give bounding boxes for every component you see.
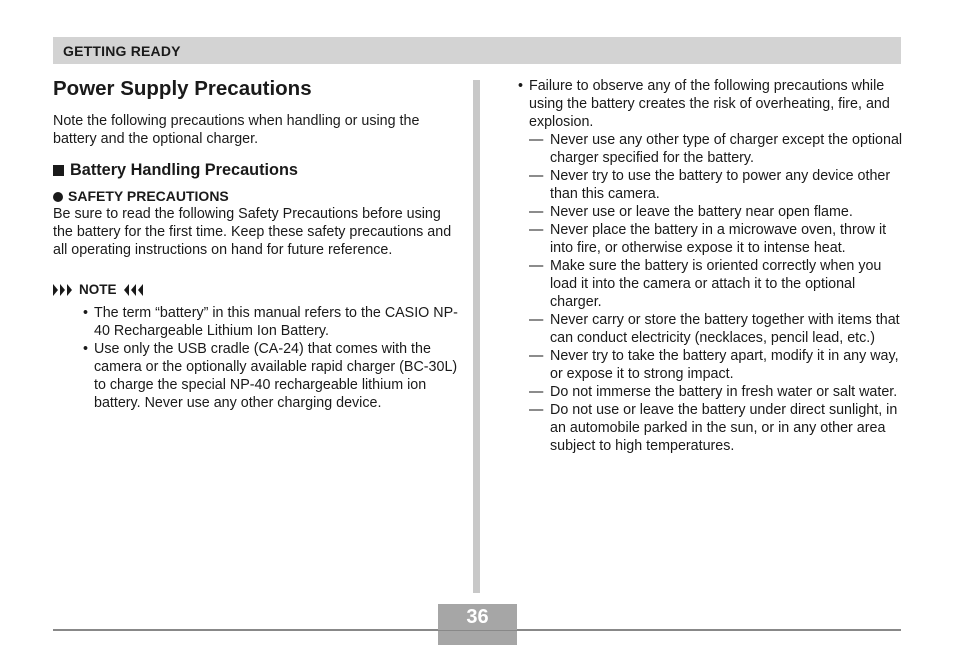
list-item: — Never carry or store the battery together with items that can conduct electricity (necklaces, pencil lead, etc.) xyxy=(529,312,900,346)
precaution-text: Make sure the battery is oriented correctly when you load it into the camera or attach it to the optional charger. xyxy=(550,258,882,310)
note-list xyxy=(83,304,458,412)
page-title: Power Supply Precautions xyxy=(53,77,312,100)
intro-paragraph: Note the following precautions when handling or using the battery and the optional charger. xyxy=(53,113,420,147)
precaution-text: Never carry or store the battery together with items that can conduct electricity (necklaces, pencil lead, etc.) xyxy=(550,312,900,346)
main-bullet-text: Failure to observe any of the following precautions while using the battery creates the risk of overheating, fire, and explosion. xyxy=(529,78,890,130)
note-item-text: Use only the USB cradle (CA-24) that comes with the camera or the optionally available rapid charger (BC-30L) to charge the special NP-40 rechargeable lithium ion battery. Never use any other charging device. xyxy=(94,341,458,411)
circle-bullet-icon xyxy=(53,192,63,202)
precaution-text: Never use any other type of charger except the optional charger specified for the battery. xyxy=(550,132,903,166)
precaution-text: Do not immerse the battery in fresh water or salt water. xyxy=(550,384,898,400)
safety-heading-text: SAFETY PRECAUTIONS xyxy=(68,188,229,204)
square-bullet-icon xyxy=(53,165,64,176)
precaution-text: Do not use or leave the battery under direct sunlight, in an automobile parked in the sun, or in any other area subject to high temperatures. xyxy=(550,402,898,454)
precaution-text: Never try to take the battery apart, modify it in any way, or expose it to strong impact. xyxy=(550,348,899,382)
list-item: — Make sure the battery is oriented correctly when you load it into the camera or attach it to the optional charger. xyxy=(529,258,882,310)
column-divider xyxy=(473,80,480,593)
precaution-text: Never try to use the battery to power any device other than this camera. xyxy=(550,168,891,202)
page-number: 36 xyxy=(466,606,489,628)
section-header-bar xyxy=(53,37,901,64)
note-right-arrows-icon xyxy=(122,284,143,296)
list-item: • The term “battery” in this manual refers to the CASIO NP-40 Rechargeable Lithium Ion Battery. xyxy=(83,305,458,339)
safety-paragraph: Be sure to read the following Safety Precautions before using the battery for the first time. Keep these safety precautions and all operating instructions on hand for future reference. xyxy=(53,206,452,258)
right-column xyxy=(518,77,908,455)
precaution-text: Never place the battery in a microwave oven, throw it into fire, or otherwise expose it to intense heat. xyxy=(550,222,887,256)
page-number-box xyxy=(438,604,517,630)
list-item: — Never place the battery in a microwave oven, throw it into fire, or otherwise expose it to intense heat. xyxy=(529,222,887,256)
list-item: — Never try to take the battery apart, modify it in any way, or expose it to strong impact. xyxy=(529,348,899,382)
safety-heading xyxy=(53,188,458,205)
section-label: GETTING READY xyxy=(63,43,181,59)
precaution-list xyxy=(529,131,908,455)
list-item: — Never use or leave the battery near open flame. xyxy=(529,204,853,220)
main-bullet: • Failure to observe any of the following precautions while using the battery creates the risk of overheating, fire, and explosion. xyxy=(518,78,890,130)
note-label: NOTE xyxy=(79,282,117,297)
section-heading xyxy=(53,160,458,180)
note-item-text: The term “battery” in this manual refers to the CASIO NP-40 Rechargeable Lithium Ion Battery. xyxy=(94,305,458,339)
list-item: — Do not use or leave the battery under direct sunlight, in an automobile parked in the sun, or in any other area subject to high temperatures. xyxy=(529,402,898,454)
list-item: • Use only the USB cradle (CA-24) that comes with the camera or the optionally available rapid charger (BC-30L) to charge the special NP-40 rechargeable lithium ion battery. Never use any other charging device. xyxy=(83,341,458,411)
left-column xyxy=(53,76,458,412)
list-item: — Do not immerse the battery in fresh water or salt water. xyxy=(529,384,898,400)
precaution-text: Never use or leave the battery near open flame. xyxy=(550,204,853,220)
page-number-tab xyxy=(438,631,517,645)
list-item: — Never use any other type of charger except the optional charger specified for the battery. xyxy=(529,132,903,166)
list-item: — Never try to use the battery to power any device other than this camera. xyxy=(529,168,891,202)
note-left-arrows-icon xyxy=(53,284,74,296)
note-heading xyxy=(53,281,458,298)
section-heading-text: Battery Handling Precautions xyxy=(70,161,298,179)
